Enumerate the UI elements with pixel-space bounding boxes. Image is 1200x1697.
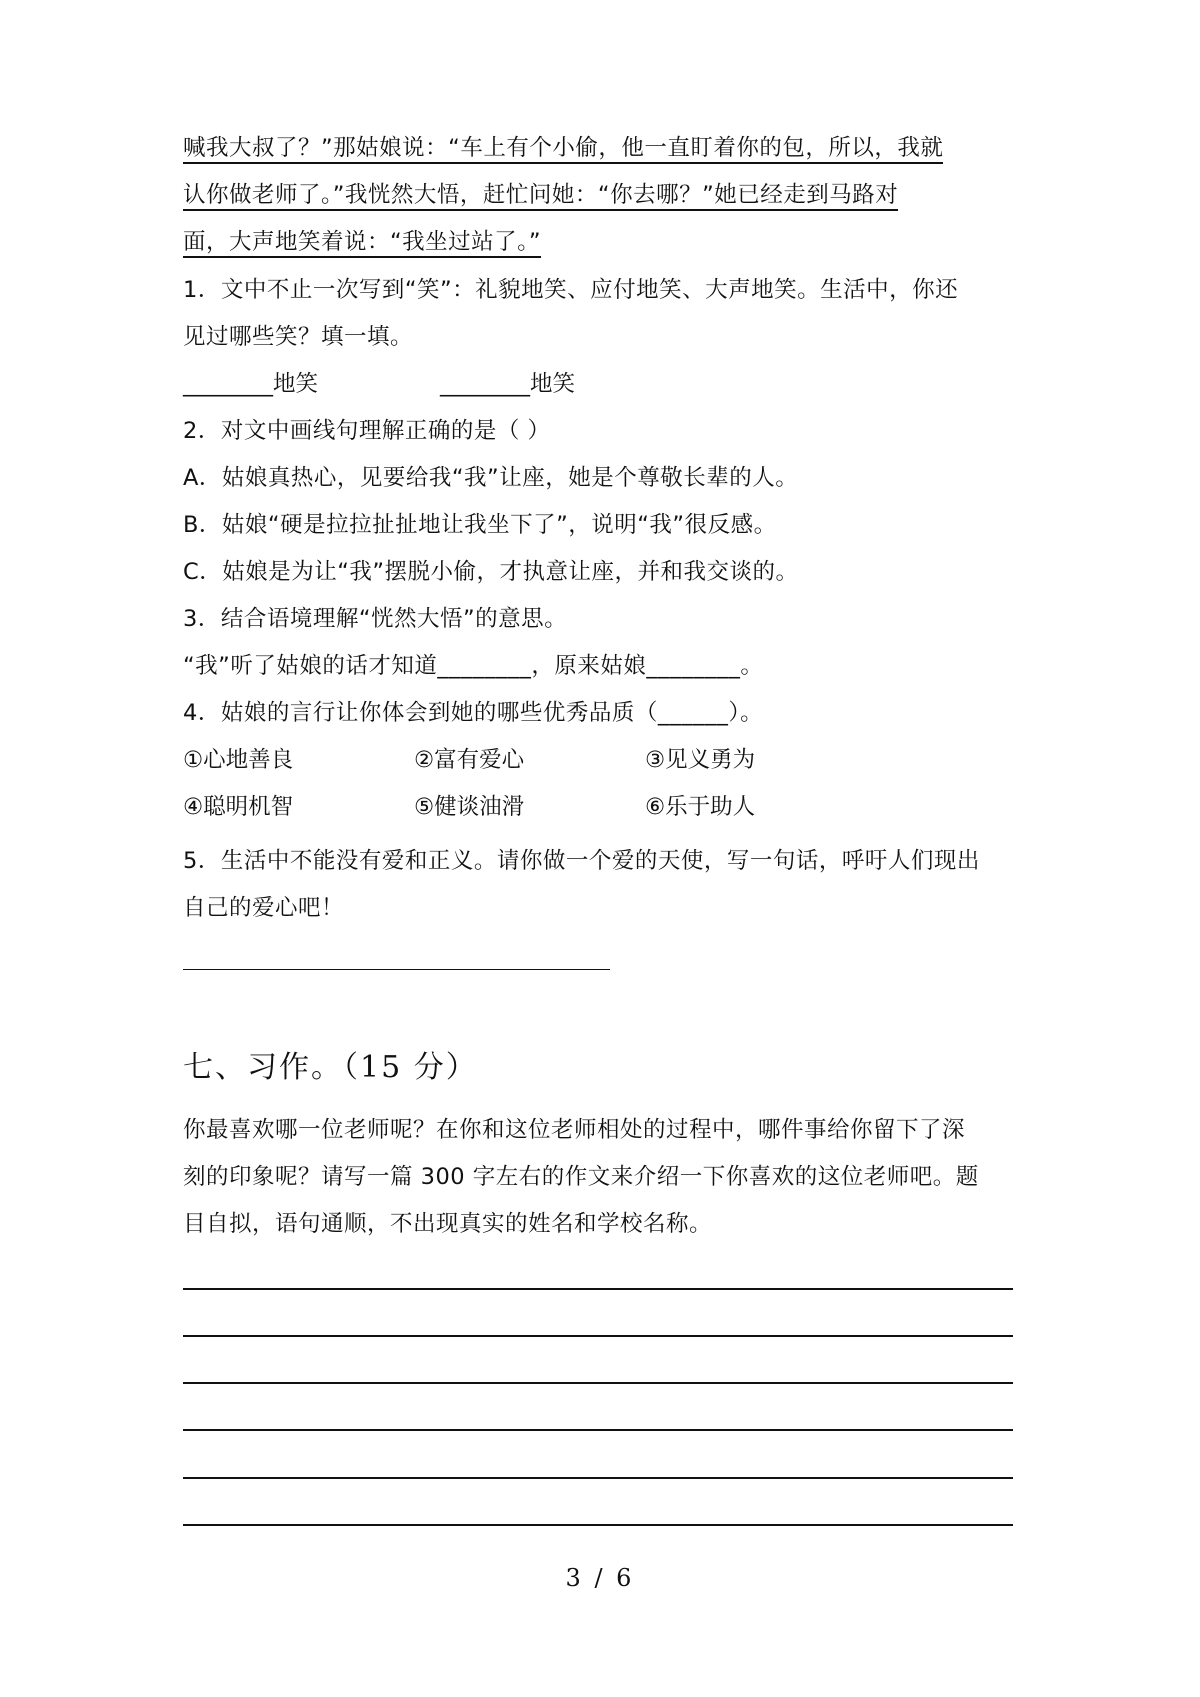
question-4-stem: 4．姑娘的言行让你体会到她的哪些优秀品质（______）。: [183, 700, 764, 726]
question-5-answer-line[interactable]: [183, 969, 610, 970]
question-3-stem: 3．结合语境理解“恍然大悟”的意思。: [183, 606, 568, 632]
question-1-stem-cont: 见过哪些笑？填一填。: [183, 324, 414, 350]
underlined-sentence: 喊我大叔了？”那姑娘说：“车上有个小偷，他一直盯着你的包，所以，我就: [183, 135, 943, 164]
underlined-sentence: 面，大声地笑着说：“我坐过站了。”: [183, 229, 541, 258]
section-7-title: 七、习作。（15 分）: [183, 1050, 478, 1085]
question-2-stem: 2．对文中画线句理解正确的是（ ）: [183, 418, 551, 444]
question-4-option-4[interactable]: ④聪明机智: [183, 794, 294, 820]
passage-line-1: [183, 133, 943, 163]
passage-line-3: [183, 227, 541, 257]
question-2-option-b[interactable]: B．姑娘“硬是拉拉扯扯地让我坐下了”，说明“我”很反感。: [183, 512, 777, 538]
writing-line[interactable]: [183, 1477, 1013, 1479]
underlined-sentence: 认你做老师了。”我恍然大悟，赶忙问她：“你去哪？”她已经走到马路对: [183, 182, 898, 211]
section-7-prompt-3: 目自拟，语句通顺，不出现真实的姓名和学校名称。: [183, 1211, 713, 1237]
question-2-option-c[interactable]: C．姑娘是为让“我”摆脱小偷，才执意让座，并和我交谈的。: [183, 559, 799, 585]
passage-line-2: [183, 180, 898, 210]
question-4-option-1[interactable]: ①心地善良: [183, 747, 294, 773]
question-2-option-a[interactable]: A．姑娘真热心，见要给我“我”让座，她是个尊敬长辈的人。: [183, 465, 799, 491]
section-7-prompt-2: 刻的印象呢？请写一篇 300 字左右的作文来介绍一下你喜欢的这位老师吧。题: [183, 1164, 979, 1190]
question-1-stem: 1．文中不止一次写到“笑”：礼貌地笑、应付地笑、大声地笑。生活中，你还: [183, 277, 959, 303]
question-1-blank-1[interactable]: ________地笑: [183, 371, 319, 397]
question-4-option-5[interactable]: ⑤健谈油滑: [414, 794, 525, 820]
writing-line[interactable]: [183, 1382, 1013, 1384]
writing-line[interactable]: [183, 1524, 1013, 1526]
writing-line[interactable]: [183, 1335, 1013, 1337]
question-3-fill[interactable]: “我”听了姑娘的话才知道________，原来姑娘________。: [183, 653, 764, 679]
question-1-blank-2[interactable]: ________地笑: [440, 371, 576, 397]
page-number: 3 / 6: [565, 1564, 635, 1592]
writing-line[interactable]: [183, 1429, 1013, 1431]
question-5-stem-cont: 自己的爱心吧！: [183, 895, 345, 921]
question-4-option-3[interactable]: ③见义勇为: [645, 747, 756, 773]
writing-line[interactable]: [183, 1288, 1013, 1290]
question-4-option-6[interactable]: ⑥乐于助人: [645, 794, 756, 820]
section-7-prompt-1: 你最喜欢哪一位老师呢？在你和这位老师相处的过程中，哪件事给你留下了深: [183, 1117, 966, 1143]
question-4-option-2[interactable]: ②富有爱心: [414, 747, 525, 773]
question-5-stem: 5．生活中不能没有爱和正义。请你做一个爱的天使，写一句话，呼吁人们现出: [183, 848, 980, 874]
